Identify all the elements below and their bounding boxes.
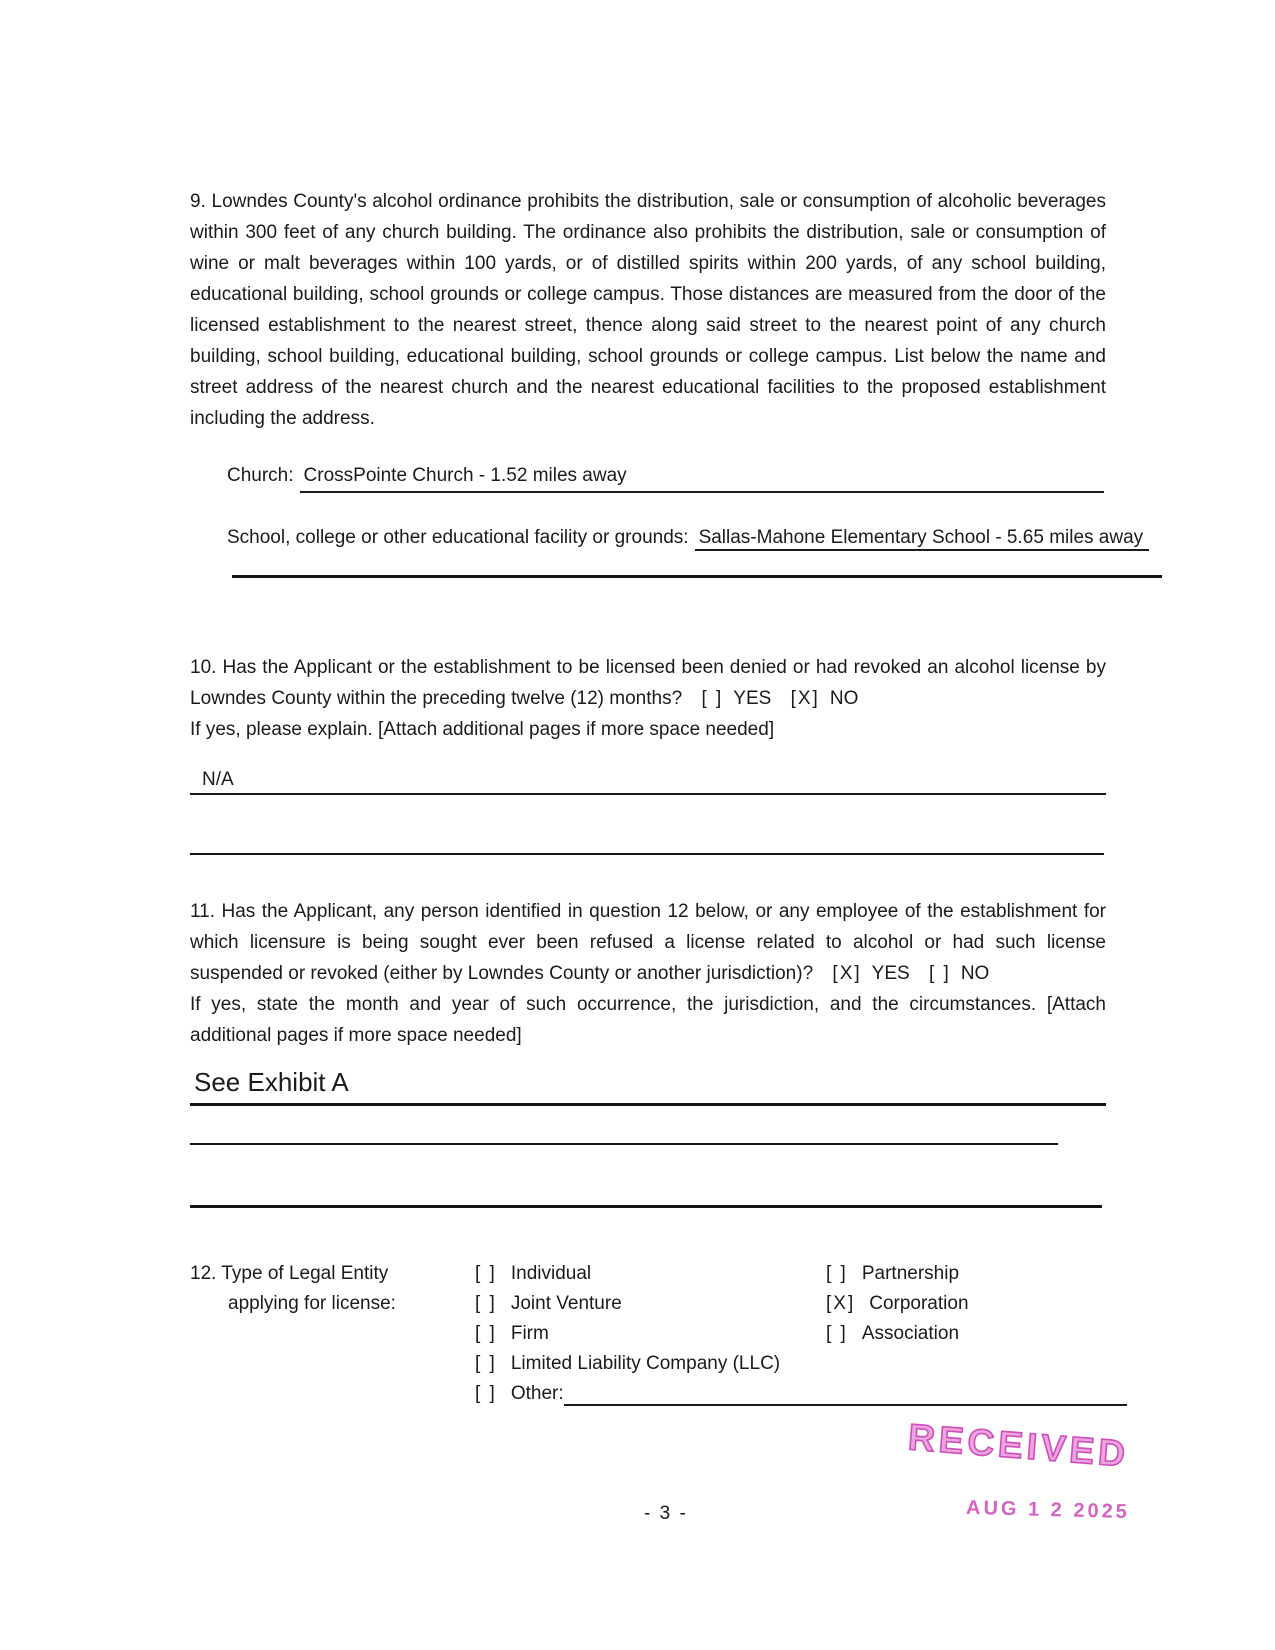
q11-answer-field[interactable] xyxy=(190,1062,1106,1106)
association-checkbox[interactable]: [ ] xyxy=(826,1323,848,1344)
q11-no-label: NO xyxy=(960,963,990,984)
q12-option-individual xyxy=(475,1258,591,1289)
q11-yes-label: YES xyxy=(871,963,910,984)
corporation-label: Corporation xyxy=(869,1293,969,1314)
school-label: School, college or other educational facility or grounds: xyxy=(227,527,689,548)
q9-paragraph: 9. Lowndes County's alcohol ordinance prohibits the distribution, sale or consumption of alcoholic beverages within 300 feet of any church building. The ordinance also prohibits the distribution, sale or consumption of wine or malt beverages within 100 yards, or of distilled spirits within 200 yards, of any school building, educational building, school grounds or college campus. Those distances are measured from the door of the licensed establishment to the nearest street, thence along said street to the nearest point of any church building, school building, educational building, school grounds or college campus. List below the name and street address of the nearest church and the nearest educational facilities to the proposed establishment including the address. xyxy=(190,191,1106,429)
joint-venture-checkbox[interactable]: [ ] xyxy=(475,1293,497,1314)
other-checkbox[interactable]: [ ] xyxy=(475,1383,497,1404)
q12-label-line2: applying for license: xyxy=(228,1293,396,1314)
blank-line-4 xyxy=(190,1205,1102,1208)
joint-venture-label: Joint Venture xyxy=(510,1293,622,1314)
q12-option-association xyxy=(826,1318,959,1349)
church-label: Church: xyxy=(227,465,294,486)
received-stamp: RECEIVED xyxy=(906,1416,1131,1475)
q12-option-firm xyxy=(475,1318,549,1349)
q10-no-label: NO xyxy=(829,688,859,709)
church-answer-field[interactable] xyxy=(300,460,1104,493)
partnership-label: Partnership xyxy=(861,1263,960,1284)
q9-church-row xyxy=(227,460,1104,493)
q10-paragraph xyxy=(190,652,1106,745)
q10-answer-field[interactable] xyxy=(190,764,1106,795)
other-answer-field[interactable] xyxy=(564,1378,1127,1406)
q10-no-checkbox[interactable]: [X] xyxy=(790,688,820,709)
q11-yes-checkbox[interactable]: [X] xyxy=(832,963,862,984)
received-date-stamp: AUG 1 2 2025 xyxy=(965,1496,1131,1524)
q10-question-text: 10. Has the Applicant or the establishment to be licensed been denied or had revoked an alcohol license by Lowndes County within the preceding twelve (12) months? xyxy=(190,657,1106,709)
q11-instruction: If yes, state the month and year of such occurrence, the jurisdiction, and the circumstances. [Attach additional pages if more space needed] xyxy=(190,994,1106,1046)
q12-option-other xyxy=(475,1378,1127,1409)
q12-option-partnership xyxy=(826,1258,959,1289)
q11-paragraph xyxy=(190,896,1106,989)
q9-school-row xyxy=(227,522,1149,553)
q10-yes-checkbox[interactable]: [ ] xyxy=(701,688,724,709)
blank-line-2 xyxy=(190,853,1104,855)
q10-answer-value: N/A xyxy=(202,769,234,790)
q12-label-line1: 12. Type of Legal Entity xyxy=(190,1263,389,1284)
page-number: - 3 - xyxy=(644,1503,688,1524)
partnership-checkbox[interactable]: [ ] xyxy=(826,1263,848,1284)
individual-checkbox[interactable]: [ ] xyxy=(475,1263,497,1284)
firm-label: Firm xyxy=(510,1323,549,1344)
q10-yes-label: YES xyxy=(733,688,772,709)
q12-option-corporation xyxy=(826,1288,969,1319)
llc-checkbox[interactable]: [ ] xyxy=(475,1353,497,1374)
llc-label: Limited Liability Company (LLC) xyxy=(510,1353,781,1374)
q12-option-llc xyxy=(475,1348,780,1379)
individual-label: Individual xyxy=(510,1263,592,1284)
q12-option-joint-venture xyxy=(475,1288,622,1319)
q10-instruction: If yes, please explain. [Attach additional pages if more space needed] xyxy=(190,719,775,740)
association-label: Association xyxy=(861,1323,960,1344)
school-answer-field[interactable]: Sallas-Mahone Elementary School - 5.65 miles away xyxy=(695,527,1150,551)
blank-line-1 xyxy=(232,575,1162,578)
q11-no-checkbox[interactable]: [ ] xyxy=(928,963,951,984)
firm-checkbox[interactable]: [ ] xyxy=(475,1323,497,1344)
church-answer-value: CrossPointe Church - 1.52 miles away xyxy=(303,465,627,486)
corporation-checkbox[interactable]: [X] xyxy=(826,1293,856,1314)
blank-line-3 xyxy=(190,1143,1058,1145)
q11-answer-value: See Exhibit A xyxy=(194,1067,349,1097)
other-label: Other: xyxy=(510,1383,564,1404)
q11-block xyxy=(190,896,1106,1051)
q11-question-text: 11. Has the Applicant, any person identified in question 12 below, or any employee of the establishment for which licensure is being sought ever been refused a license related to alcohol or had such license suspended or revoked (either by Lowndes County or another jurisdiction)? xyxy=(190,901,1106,984)
